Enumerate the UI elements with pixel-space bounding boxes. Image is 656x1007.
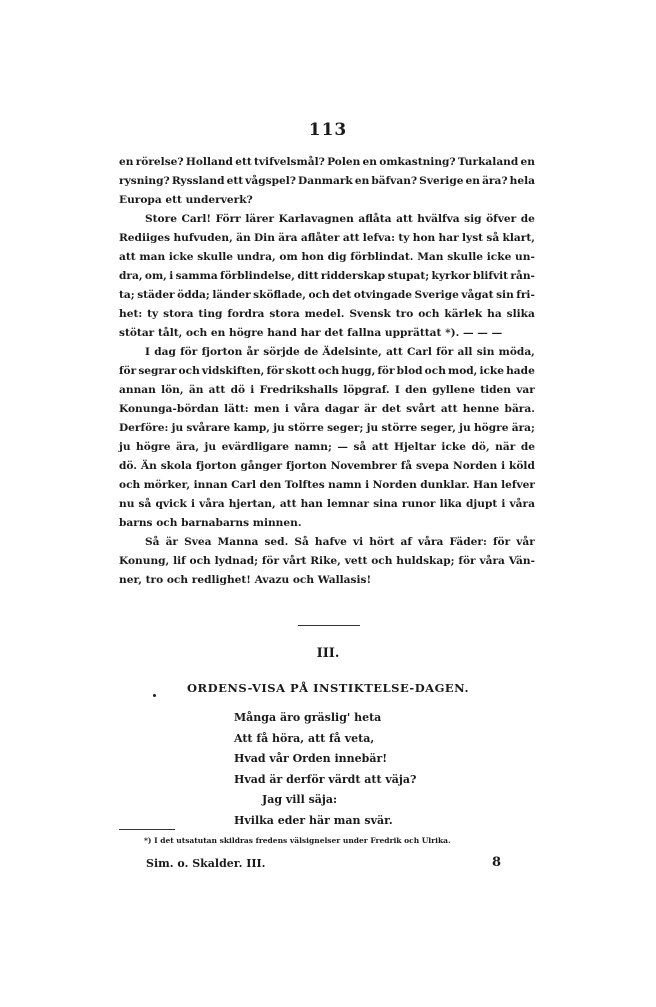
text-line: Så är Svea Manna sed. Så hafve vi hört af våra Fäder: för vår bbox=[145, 536, 535, 548]
prose-paragraphs bbox=[119, 153, 535, 590]
text-line: barns och barnabarns minnen. bbox=[119, 517, 302, 529]
text-line: dra, om, i samma förblindelse, ditt ridderskap stupat; kyrkor blifvit rån- bbox=[119, 270, 535, 282]
text-line: het: ty stora ting fordra stora medel. Svensk tro och kärlek ha slika bbox=[119, 308, 535, 320]
signature-mark: Sim. o. Skalder. III. bbox=[146, 857, 266, 870]
text-line: nu så qvick i våra hjertan, att han lemnar sina runor lika djupt i våra bbox=[119, 498, 535, 510]
text-line: Store Carl! Förr lärer Karlavagnen aflåta att hvälfva sig öfver de bbox=[145, 213, 535, 225]
text-line: I dag för fjorton år sörjde de Ädelsinte, att Carl för all sin möda, bbox=[145, 346, 535, 358]
song-title: ORDENS-VISA PÅ INSTIKTELSE-DAGEN. bbox=[187, 681, 469, 695]
verse-stanza bbox=[234, 708, 416, 831]
text-line: annan lön, än att dö i Fredrikshalls löpgraf. I den gyllene tiden var bbox=[119, 384, 535, 396]
verse-line: Hvilka eder här man svär. bbox=[234, 813, 393, 827]
text-line: stötar tålt, och en högre hand har det fallna upprättat *). — — — bbox=[119, 327, 503, 339]
verse-line: Jag vill säja: bbox=[262, 793, 338, 806]
text-line: en rörelse? Holland ett tvifvelsmål? Polen en omkastning? Turkaland en bbox=[119, 156, 535, 168]
text-line: för segrar och vidskiften, för skott och hugg, för blod och mod, icke hade bbox=[119, 365, 535, 377]
text-line: Konung, lif och lydnad; för vårt Rike, vett och huldskap; för våra Vän- bbox=[119, 555, 535, 567]
text-line: och mörker, innan Carl den Tolftes namn i Norden dunklar. Han lefver bbox=[119, 479, 535, 491]
text-line: Konunga-bördan lätt: men i våra dagar är det svårt att henne bära. bbox=[119, 403, 535, 415]
footnote-rule bbox=[119, 829, 175, 830]
text-line: dö. Än skola fjorton gånger fjorton Novembrer få svepa Norden i köld bbox=[119, 460, 535, 472]
sheet-number: 8 bbox=[492, 855, 502, 870]
verse-line: Många äro gräslig' heta bbox=[234, 711, 382, 724]
footnote: *) I det utsatutan skildras fredens välsignelser under Fredrik och Ulrika. bbox=[144, 836, 451, 845]
text-line: ta; städer ödda; länder sköflade, och det otvingade Sverige vågat sin fri- bbox=[119, 289, 535, 301]
text-line: ner, tro och redlighet! Avazu och Wallasis! bbox=[119, 574, 372, 586]
text-line: ju högre ära, ju evärdligare namn; — så att Hjeltar icke dö, när de bbox=[119, 441, 535, 453]
text-line: Europa ett underverk? bbox=[119, 194, 253, 206]
section-separator-rule bbox=[298, 625, 360, 626]
verse-line: Att få höra, att få veta, bbox=[234, 731, 375, 745]
text-line: Derföre: ju svårare kamp, ju större seger; ju större seger, ju högre ära; bbox=[119, 422, 535, 434]
page-number: 113 bbox=[308, 120, 348, 140]
ink-speck bbox=[153, 694, 156, 697]
verse-line: Hvad vår Orden innebär! bbox=[234, 752, 388, 765]
verse-line: Hvad är derför värdt att väja? bbox=[234, 772, 417, 786]
text-line: att man icke skulle undra, om hon dig förblindat. Man skulle icke un- bbox=[119, 251, 535, 263]
text-line: rysning? Ryssland ett vågspel? Danmark en bäfvan? Sverige en ära? hela bbox=[119, 175, 535, 187]
section-number: III. bbox=[316, 646, 340, 661]
text-line: Rediiges hufvuden, än Din ära aflåter att lefva: ty hon har lyst så klart, bbox=[119, 232, 535, 244]
